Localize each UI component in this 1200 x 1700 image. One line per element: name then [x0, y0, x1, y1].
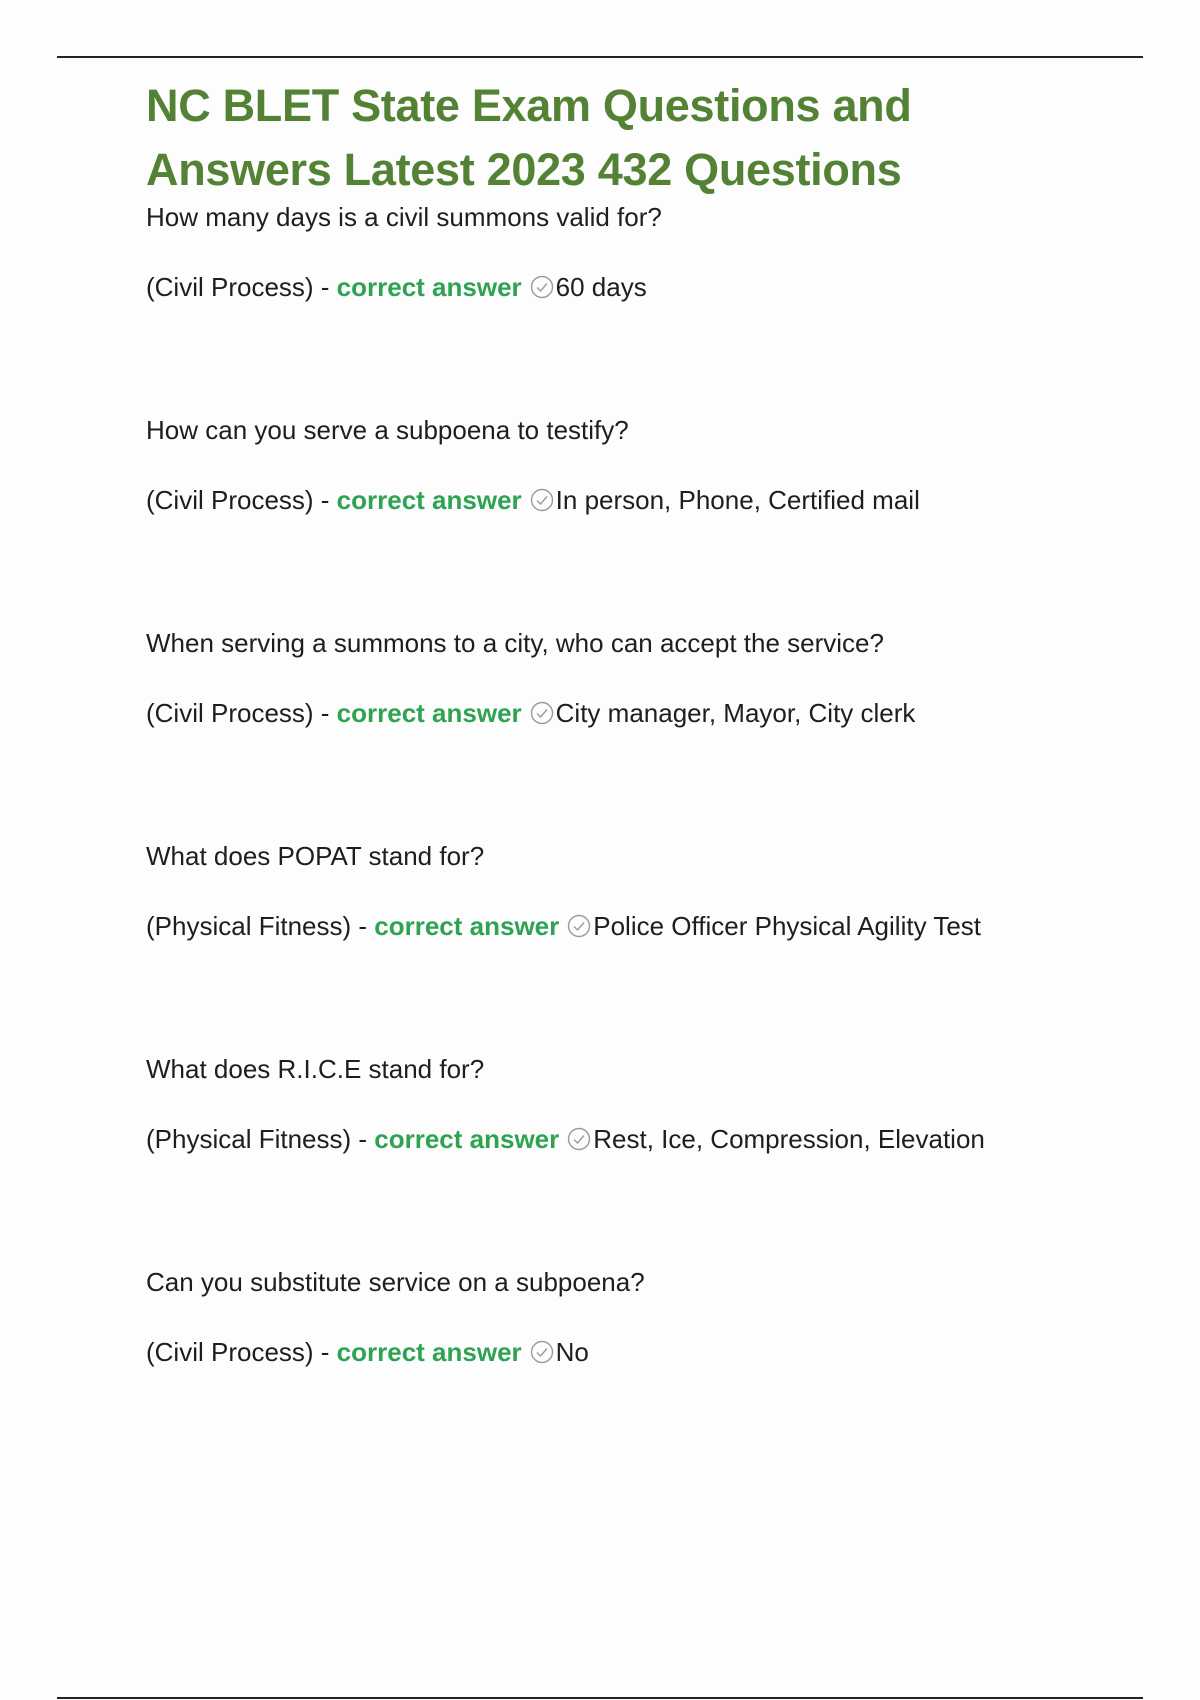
qa-item: [146, 1265, 1106, 1369]
answer-category: (Civil Process) -: [146, 485, 337, 515]
question-text: How many days is a civil summons valid for?: [146, 202, 662, 232]
qa-item: [146, 200, 1106, 304]
check-circle-icon: [530, 488, 554, 512]
answer-category: (Physical Fitness) -: [146, 1124, 375, 1154]
question-text: What does POPAT stand for?: [146, 841, 485, 871]
document-title: NC BLET State Exam Questions and Answers Latest 2023 432 Questions: [146, 80, 912, 195]
bottom-divider: [57, 1697, 1143, 1699]
answer-category: (Physical Fitness) -: [146, 911, 375, 941]
check-circle-icon: [530, 1340, 554, 1364]
correct-answer-label: correct answer: [374, 1124, 560, 1154]
answer-category: (Civil Process) -: [146, 1337, 337, 1367]
qa-item: [146, 1052, 1106, 1156]
answer-line: [146, 483, 1106, 517]
question-text: When serving a summons to a city, who can accept the service?: [146, 628, 884, 658]
check-circle-icon: [567, 1127, 591, 1151]
answer-text: In person, Phone, Certified mail: [555, 485, 920, 515]
answer-line: [146, 909, 1106, 943]
answer-category: (Civil Process) -: [146, 698, 337, 728]
answer-category: (Civil Process) -: [146, 272, 337, 302]
correct-answer-label: correct answer: [336, 698, 522, 728]
qa-item: [146, 839, 1106, 943]
check-circle-icon: [567, 914, 591, 938]
check-circle-icon: [530, 275, 554, 299]
answer-line: [146, 270, 1106, 304]
answer-line: [146, 696, 1106, 730]
correct-answer-label: correct answer: [336, 1337, 522, 1367]
answer-line: [146, 1335, 1106, 1369]
answer-line: [146, 1122, 1106, 1156]
document-body: [146, 74, 1106, 1369]
answer-text: City manager, Mayor, City clerk: [555, 698, 916, 728]
check-circle-icon: [530, 701, 554, 725]
qa-item: [146, 413, 1106, 517]
answer-text: Police Officer Physical Agility Test: [593, 911, 982, 941]
question-text: What does R.I.C.E stand for?: [146, 1054, 485, 1084]
question-text: Can you substitute service on a subpoena?: [146, 1267, 645, 1297]
answer-text: 60 days: [555, 272, 647, 302]
answer-text: No: [555, 1337, 589, 1367]
correct-answer-label: correct answer: [336, 272, 522, 302]
correct-answer-label: correct answer: [374, 911, 560, 941]
top-divider: [57, 56, 1143, 58]
answer-text: Rest, Ice, Compression, Elevation: [593, 1124, 985, 1154]
qa-item: [146, 626, 1106, 730]
correct-answer-label: correct answer: [336, 485, 522, 515]
question-text: How can you serve a subpoena to testify?: [146, 415, 629, 445]
